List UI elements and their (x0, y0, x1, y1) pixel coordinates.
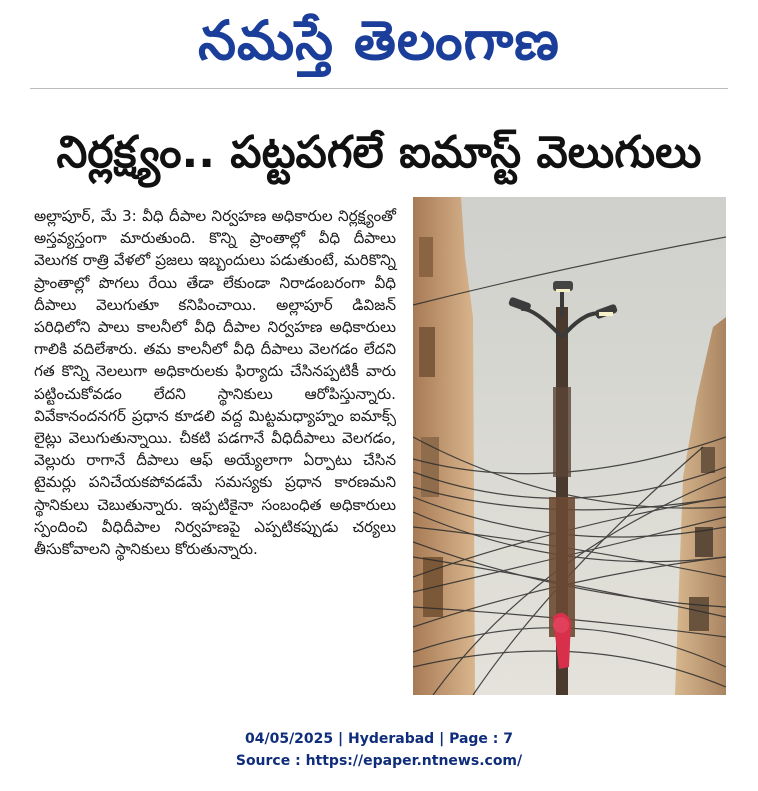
article-dateline: అల్లాపూర్, మే 3: (34, 207, 137, 225)
page-footer (0, 728, 758, 772)
article-headline: నిర్లక్ష్యం.. పట్టపగలే ఐమాస్ట్ వెలుగులు (56, 127, 702, 178)
article-text (34, 205, 396, 560)
street-light-photo-illustration (413, 197, 726, 695)
masthead-divider (30, 88, 728, 89)
masthead (0, 0, 758, 92)
street-light-photo (413, 197, 726, 695)
footer-date-line: 04/05/2025 | Hyderabad | Page : 7 (244, 731, 514, 747)
newspaper-logo: నమస్తే తెలంగాణ (198, 8, 560, 72)
footer-source-line: Source : https://epaper.ntnews.com/ (235, 753, 523, 769)
article-paragraph: వీధి దీపాల నిర్వహణ అధికారుల నిర్లక్ష్యంతో అస్తవ్యస్తంగా మారుతుంది. కొన్ని ప్రాంతాల్లో వీధి దీపాలు వెలుగక రాత్రి వేళలో ప్రజలు ఇబ్బందులు పడుతుంటే, మరికొన్ని ప్రాంతాల్లో పొగలు రేయి తేడా లేకుండా నిరాడంబరంగా వీధి దీపాలు వెలుగుతూ కనిపించాయి. అల్లాపూర్ డివిజన్ పరిధిలోని పాలు కాలనీలో వీధి దీపాల నిర్వహణ అధికారులు గాలికి వదిలేశారు. తమ కాలనీలో వీధి దీపాలు వెలగడం లేదని గత కొన్ని నెలలుగా అధికారులకు ఫిర్యాదు చేసినప్పటికీ వారు పట్టించుకోవడం లేదని స్థానికులు ఆరోపిస్తున్నారు. వివేకానందనగర్ ప్రధాన కూడలి వద్ద మిట్టమధ్యాహ్నం ఐమాక్స్ లైట్లు వెలుగుతున్నాయి. చీకటి పడగానే వీధిదీపాలు వెలగడం, వెల్లురు రాగానే దీపాలు ఆఫ్ అయ్యేలాగా ఏర్పాటు చేసిన టైమర్లు పనిచేయకపోవడమే సమస్యకు ప్రధాన కారణమని స్థానికులు చెబుతున్నారు. ఇప్పటికైనా సంబంధిత అధికారులు స్పందించి వీధిదీపాల నిర్వహణపై ఎప్పటికప్పుడు చర్యలు తీసుకోవాలని స్థానికులు కోరుతున్నారు. (34, 207, 396, 559)
article-body (34, 205, 396, 560)
